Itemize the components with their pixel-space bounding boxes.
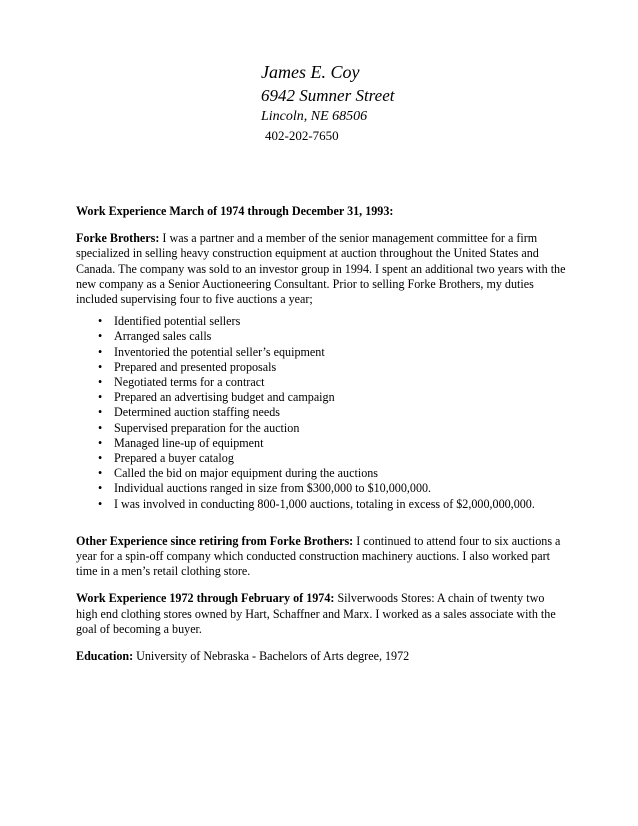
resume-header <box>261 60 394 145</box>
other-experience-paragraph <box>76 534 566 580</box>
duty-text: Prepared an advertising budget and campaign <box>114 390 335 405</box>
duty-list-item <box>76 405 566 420</box>
duty-list-item <box>76 466 566 481</box>
work-1972-text: Silverwoods Stores: A chain of twenty two high end clothing stores owned by Hart, Schaffner and Marx. I worked as a sales associate with the goal of becoming a buyer. <box>76 591 556 636</box>
bullet-icon: • <box>98 435 103 450</box>
resume-body <box>76 204 566 664</box>
duty-text: Supervised preparation for the auction <box>114 420 300 435</box>
duty-text: Arranged sales calls <box>114 329 212 344</box>
duty-list-item <box>76 329 566 344</box>
education-text: University of Nebraska - Bachelors of Arts degree, 1972 <box>133 649 410 664</box>
phone-number: 402-202-7650 <box>265 128 339 143</box>
duty-text: Individual auctions ranged in size from $300,000 to $10,000,000. <box>114 481 432 496</box>
bullet-icon: • <box>98 481 103 496</box>
bullet-icon: • <box>98 451 103 466</box>
bullet-icon: • <box>98 329 103 344</box>
duty-text: Prepared and presented proposals <box>114 359 277 374</box>
bullet-icon: • <box>98 405 103 420</box>
bullet-icon: • <box>98 314 103 329</box>
duty-list-item <box>76 375 566 390</box>
duty-text: Prepared a buyer catalog <box>114 451 234 466</box>
work-experience-title: Work Experience March of 1974 through December 31, 1993: <box>76 204 394 218</box>
other-experience-label: Other Experience since retiring from Forke Brothers: <box>76 533 354 548</box>
duty-text: Inventoried the potential seller’s equipment <box>114 344 325 359</box>
duty-text: I was involved in conducting 800-1,000 auctions, totaling in excess of $2,000,000,000. <box>114 496 535 511</box>
duty-list-item <box>76 421 566 436</box>
duty-text: Identified potential sellers <box>114 314 241 329</box>
work-1972-label: Work Experience 1972 through February of 1974: <box>76 591 335 606</box>
bullet-icon: • <box>98 344 103 359</box>
duty-text: Called the bid on major equipment during the auctions <box>114 466 378 481</box>
education-label: Education: <box>76 649 134 664</box>
duty-list-item <box>76 436 566 451</box>
duty-list-item <box>76 345 566 360</box>
duty-list-item <box>76 390 566 405</box>
forke-brothers-label: Forke Brothers: <box>76 231 160 246</box>
street-address: 6942 Sumner Street <box>261 86 395 105</box>
duties-list <box>76 314 566 512</box>
duty-text: Managed line-up of equipment <box>114 435 264 450</box>
bullet-icon: • <box>98 359 103 374</box>
bullet-icon: • <box>98 496 103 511</box>
other-experience-text: I continued to attend four to six auctions a year for a spin-off company which conducted construction machinery auctions. I also worked part time in a men’s retail clothing store. <box>76 533 561 579</box>
duty-list-item <box>76 314 566 329</box>
bullet-icon: • <box>98 420 103 435</box>
duty-list-item <box>76 497 566 512</box>
bullet-icon: • <box>98 375 103 390</box>
duty-list-item <box>76 451 566 466</box>
forke-brothers-paragraph <box>76 231 566 307</box>
city-state-zip: Lincoln, NE 68506 <box>261 109 368 124</box>
forke-brothers-text: I was a partner and a member of the senior management committee for a firm specialized in selling heavy construction equipment at auction throughout the United States and Canada. The company was sold to an investor group in 1994. I spent an additional two years with the new company as a Senior Auctioneering Consultant. Prior to selling Forke Brothers, my duties included supervising four to five auctions a year; <box>76 231 566 307</box>
bullet-icon: • <box>98 466 103 481</box>
duty-text: Determined auction staffing needs <box>114 405 281 420</box>
duty-list-item <box>76 481 566 496</box>
duty-list-item <box>76 360 566 375</box>
duty-text: Negotiated terms for a contract <box>114 375 265 390</box>
work-1972-paragraph <box>76 591 566 637</box>
applicant-name: James E. Coy <box>261 62 360 82</box>
bullet-icon: • <box>98 390 103 405</box>
education-paragraph <box>76 649 566 664</box>
